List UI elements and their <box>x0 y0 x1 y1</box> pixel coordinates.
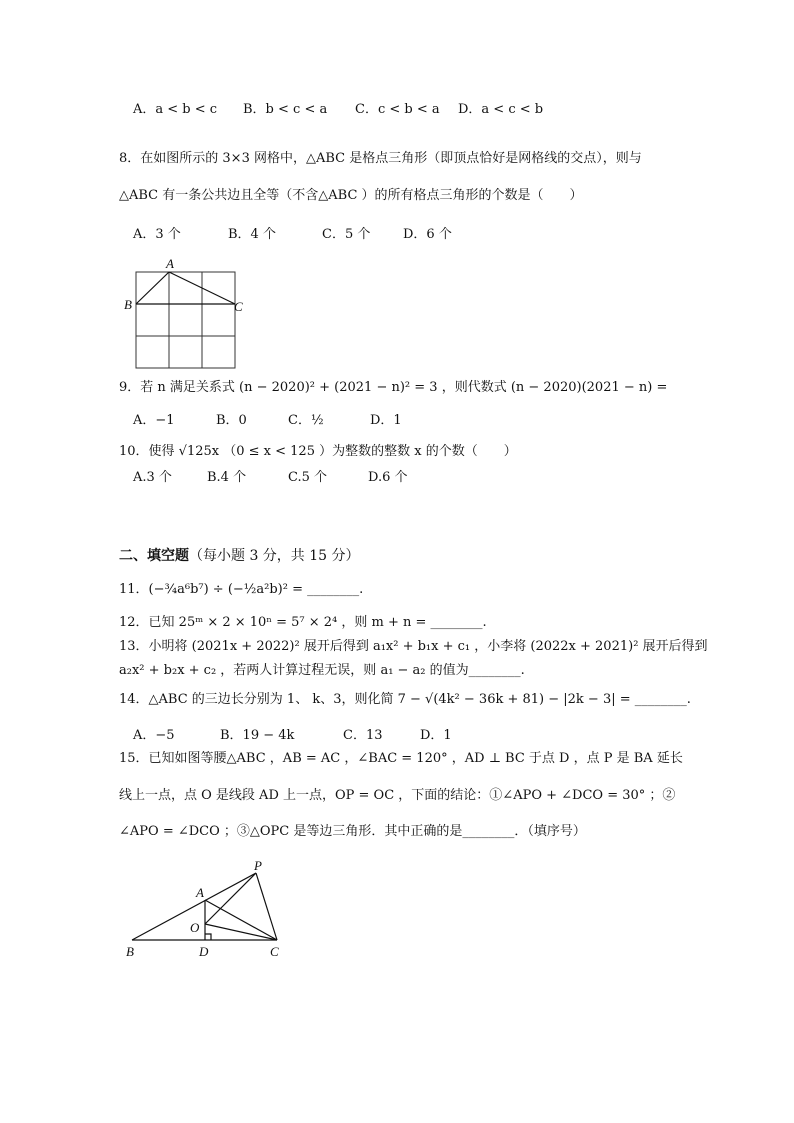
q10-option-a: A.3 个 <box>133 470 172 485</box>
q7-option-c: C．c < b < a <box>355 102 440 117</box>
q7-option-d: D．a < c < b <box>458 102 544 117</box>
q15-label-c: C <box>270 944 279 959</box>
q8-option-a: A．3 个 <box>133 227 181 242</box>
q10-option-d: D.6 个 <box>368 470 408 485</box>
q7-option-b: B．b < c < a <box>243 102 328 117</box>
q9-text-line1: 9．若 n 满足关系式 (n − 2020)² + (2021 − n)² = 3 ，则代数式 (n − 2020)(2021 − n) = <box>119 380 668 395</box>
q8-option-c: C．5 个 <box>322 227 371 242</box>
q8-text-line1: 8．在如图所示的 3×3 网格中，△ABC 是格点三角形（即顶点恰好是网格线的交点），则与 <box>119 151 642 166</box>
q14-option-a: A．−5 <box>133 728 175 743</box>
q10-text-line1: 10．使得 √125x （0 ≤ x < 125 ）为整数的整数 x 的个数（ ） <box>119 444 517 459</box>
q10-option-b: B.4 个 <box>207 470 247 485</box>
q8-label-b: B <box>124 297 132 312</box>
q9-option-c: C．½ <box>288 413 324 428</box>
q14-option-b: B．19 − 4k <box>220 728 295 743</box>
q15-text-line3: ∠APO = ∠DCO ；③△OPC 是等边三角形．其中正确的是________．（填序号） <box>119 824 586 839</box>
q10-option-c: C.5 个 <box>288 470 328 485</box>
q15-label-b: B <box>126 944 134 959</box>
q14-option-d: D．1 <box>420 728 452 743</box>
q15-label-d: D <box>199 944 209 959</box>
section2-heading <box>119 546 360 566</box>
q9-option-d: D．1 <box>370 413 402 428</box>
q9-option-a: A．−1 <box>133 413 175 428</box>
q8-label-a: A <box>166 256 174 271</box>
section2-subtitle: （每小题 3 分，共 15 分） <box>189 548 360 564</box>
q13-text-line2: a₂x² + b₂x + c₂ ，若两人计算过程无误，则 a₁ − a₂ 的值为________. <box>119 663 525 678</box>
q15-triangle-figure <box>120 858 300 963</box>
q8-option-b: B．4 个 <box>228 227 276 242</box>
q9-option-b: B．0 <box>216 413 247 428</box>
q15-text-line2: 线上一点，点 O 是线段 AD 上一点，OP = OC ，下面的结论：①∠APO + ∠DCO = 30° ；② <box>119 788 676 803</box>
section2-title: 二、填空题 <box>119 548 189 564</box>
q14-option-c: C．13 <box>343 728 383 743</box>
q8-option-d: D．6 个 <box>403 227 452 242</box>
q15-label-a: A <box>196 885 204 900</box>
q15-label-p: P <box>254 858 262 873</box>
q8-label-c: C <box>234 299 243 314</box>
q8-text-line2: △ABC 有一条公共边且全等（不含△ABC ）的所有格点三角形的个数是（ ） <box>119 188 583 203</box>
q15-text-line1: 15．已知如图等腰△ABC ，AB = AC ，∠BAC = 120° ，AD ⊥ BC 于点 D ，点 P 是 BA 延长 <box>119 751 683 766</box>
q14-text-line1: 14．△ABC 的三边长分别为 1、 k、3，则化简 7 − √(4k² − 36k + 81) − |2k − 3| = ________. <box>119 692 691 707</box>
q13-text-line1: 13．小明将 (2021x + 2022)² 展开后得到 a₁x² + b₁x + c₁ ，小李将 (2022x + 2021)² 展开后得到 <box>119 639 708 654</box>
q11-text-line1: 11．(−¾a⁶b⁷) ÷ (−½a²b)² = ________. <box>119 582 364 597</box>
q7-option-a: A．a < b < c <box>133 102 218 117</box>
q12-text-line1: 12．已知 25ᵐ × 2 × 10ⁿ = 5⁷ × 2⁴ ，则 m + n = ________. <box>119 615 487 630</box>
q15-label-o: O <box>190 920 200 935</box>
q8-grid-figure <box>120 255 250 375</box>
